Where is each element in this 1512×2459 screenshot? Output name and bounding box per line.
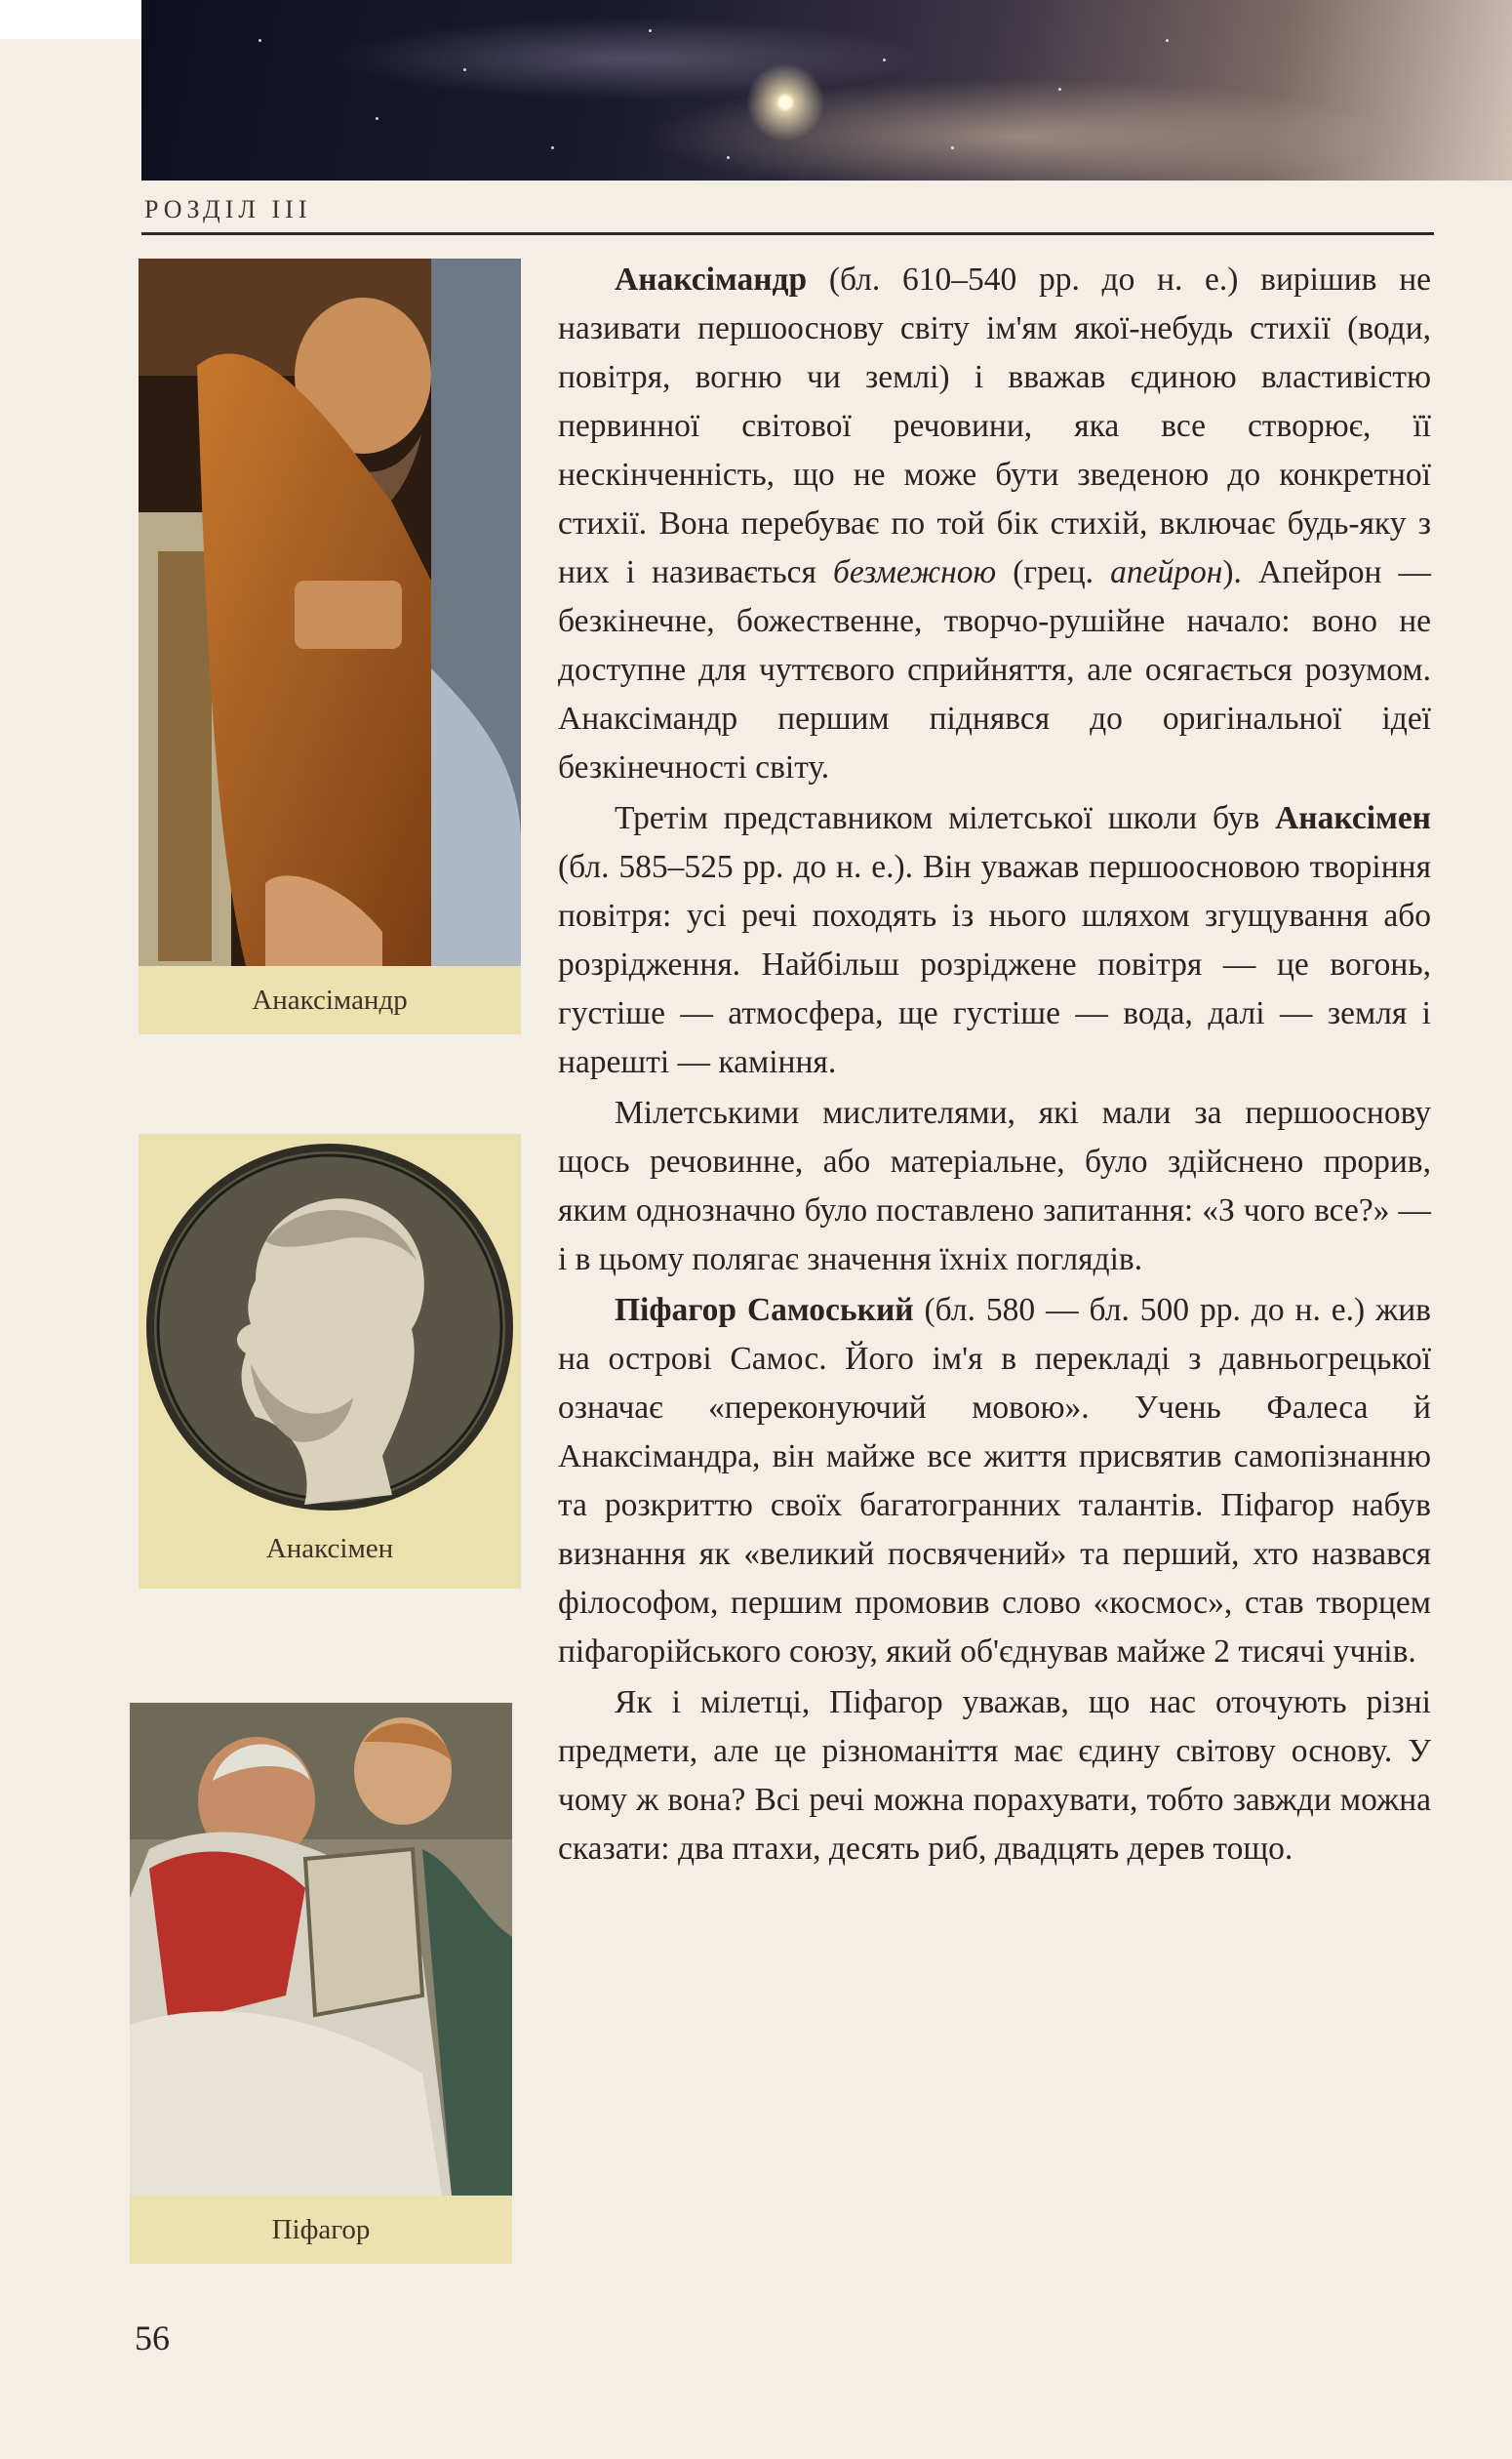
figure-caption: Анаксімандр [139,966,521,1034]
name-pythagoras: Піфагор Самоський [615,1292,914,1328]
term-apeiron: апейрон [1110,554,1223,590]
page-number: 56 [135,2318,170,2358]
figure-caption: Анаксімен [265,1533,394,1564]
figure-anaximander [139,259,521,1034]
paragraph-pythagoras: Піфагор Самоський (бл. 580 — бл. 500 рр. до н. е.) жив на острові Самос. Його ім'я в перекладі з давньогрецької означає «переконуючий мовою». Учень Фалеса й Анаксімандра, він майже все життя присвятив самопізнанню та розкриттю своїх багатогранних талантів. Піфагор набув визнання як «великий посвячений» та перший, хто назвався філософом, першим промовив слово «космос», став творцем піфагорійського союзу, який об'єднував майже 2 тисячі учнів. [558,1292,1431,1670]
paragraph-milesians: Мілетськими мислителями, які мали за першооснову щось речовинне, або матеріальне, було здійснено прорив, яким однозначно було поставлено запитання: «З чого все?» — і в цьому полягає значення їхніх поглядів. [558,1095,1431,1277]
anaximander-portrait [139,259,521,966]
paragraph-anaximenes: Третім представником мілетської школи був Анаксімен (бл. 585–525 рр. до н. е.). Він уважав першоосновою творіння повітря: усі речі походять із нього шляхом згущування або розрідження. Найбільш розріджене повітря — це вогонь, густіше — атмосфера, ще густіше — вода, далі — земля і нарешті — каміння. [558,800,1431,1080]
header-rule [141,232,1434,235]
name-anaximander: Анаксімандр [615,262,808,298]
name-anaximenes: Анаксімен [1275,800,1431,836]
figure-caption: Піфагор [130,2196,512,2264]
section-label: РОЗДІЛ ІІІ [144,195,312,223]
anaximenes-coin-portrait [139,1134,521,1519]
figure-pythagoras [130,1703,512,2264]
figure-anaximenes [139,1134,521,1589]
paragraph-anaximander: Анаксімандр (бл. 610–540 рр. до н. е.) вирішив не називати першооснову світу ім'ям якої-небудь стихії (води, повітря, вогню чи землі) і вважав єдиною властивістю первинної світової речовини, яка все створює, її нескінченність, що не може бути зведеною до конкретної стихії. Вона перебуває по той бік стихій, включає будь-яку з них і називається безмежною (грец. апейрон). Апейрон — безкінечне, божественне, творчо-рушійне начало: воно не доступне для чуттєвого сприйняття, але осягається розумом. Анаксімандр першим піднявся до оригінальної ідеї безкінечності світу. [558,262,1431,786]
paragraph-pythagoras-numbers: Як і мілетці, Піфагор уважав, що нас оточують різні предмети, але це різноманіття має єдину світову основу. У чому ж вона? Всі речі можна порахувати, тобто завжди можна сказати: два птахи, десять риб, двадцять дерев тощо. [558,1684,1431,1867]
term-bezmezhnoyu: безмежною [833,554,997,590]
header-starfield-image [141,0,1512,181]
body-text [558,256,1431,1874]
pythagoras-portrait [130,1703,512,2196]
page-corner [0,0,141,39]
